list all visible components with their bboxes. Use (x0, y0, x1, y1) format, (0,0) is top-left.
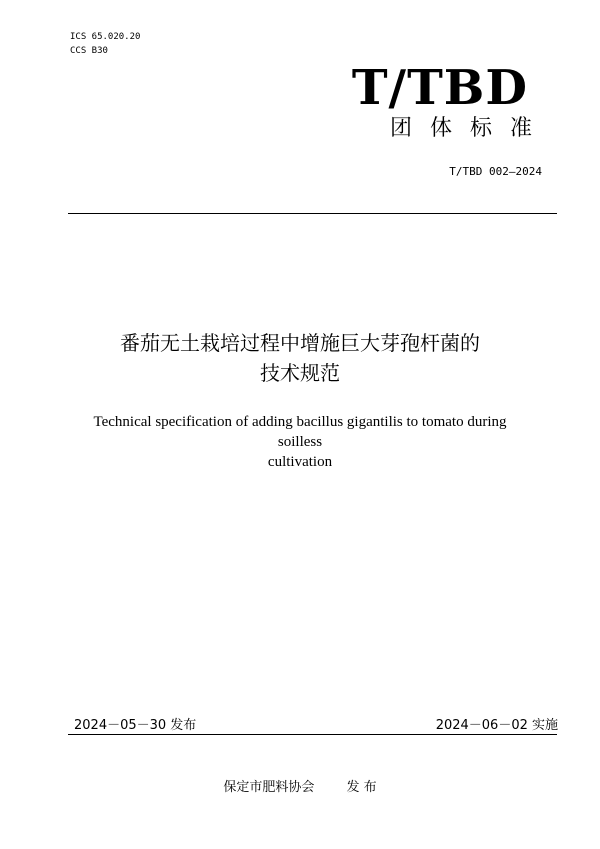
publish-label: 发 布 (346, 780, 377, 795)
footer-divider (68, 734, 557, 735)
publisher-line (0, 776, 600, 795)
english-title-line-1: Technical specification of adding bacillus gigantilis to tomato during soilless (93, 414, 507, 450)
chinese-title-line-2: 技术规范 (260, 361, 340, 385)
standard-logo: T/TBD (351, 60, 528, 116)
header-divider (68, 213, 557, 214)
english-title-line-2: cultivation (267, 454, 333, 470)
publisher-name: 保定市肥料协会 (223, 780, 315, 795)
chinese-title (0, 328, 600, 388)
ccs-code: CCS B30 (70, 46, 108, 56)
chinese-title-line-1: 番茄无土栽培过程中增施巨大芽孢杆菌的 (120, 331, 480, 355)
issue-date: 2024－05－30 发布 (74, 718, 197, 733)
implementation-date: 2024－06－02 实施 (435, 718, 558, 733)
standard-number: T/TBD 002—2024 (449, 165, 542, 178)
classification-codes (70, 30, 140, 58)
english-title (80, 412, 520, 472)
ics-code: ICS 65.020.20 (70, 32, 141, 42)
standard-type: 团体标准 (389, 116, 550, 141)
